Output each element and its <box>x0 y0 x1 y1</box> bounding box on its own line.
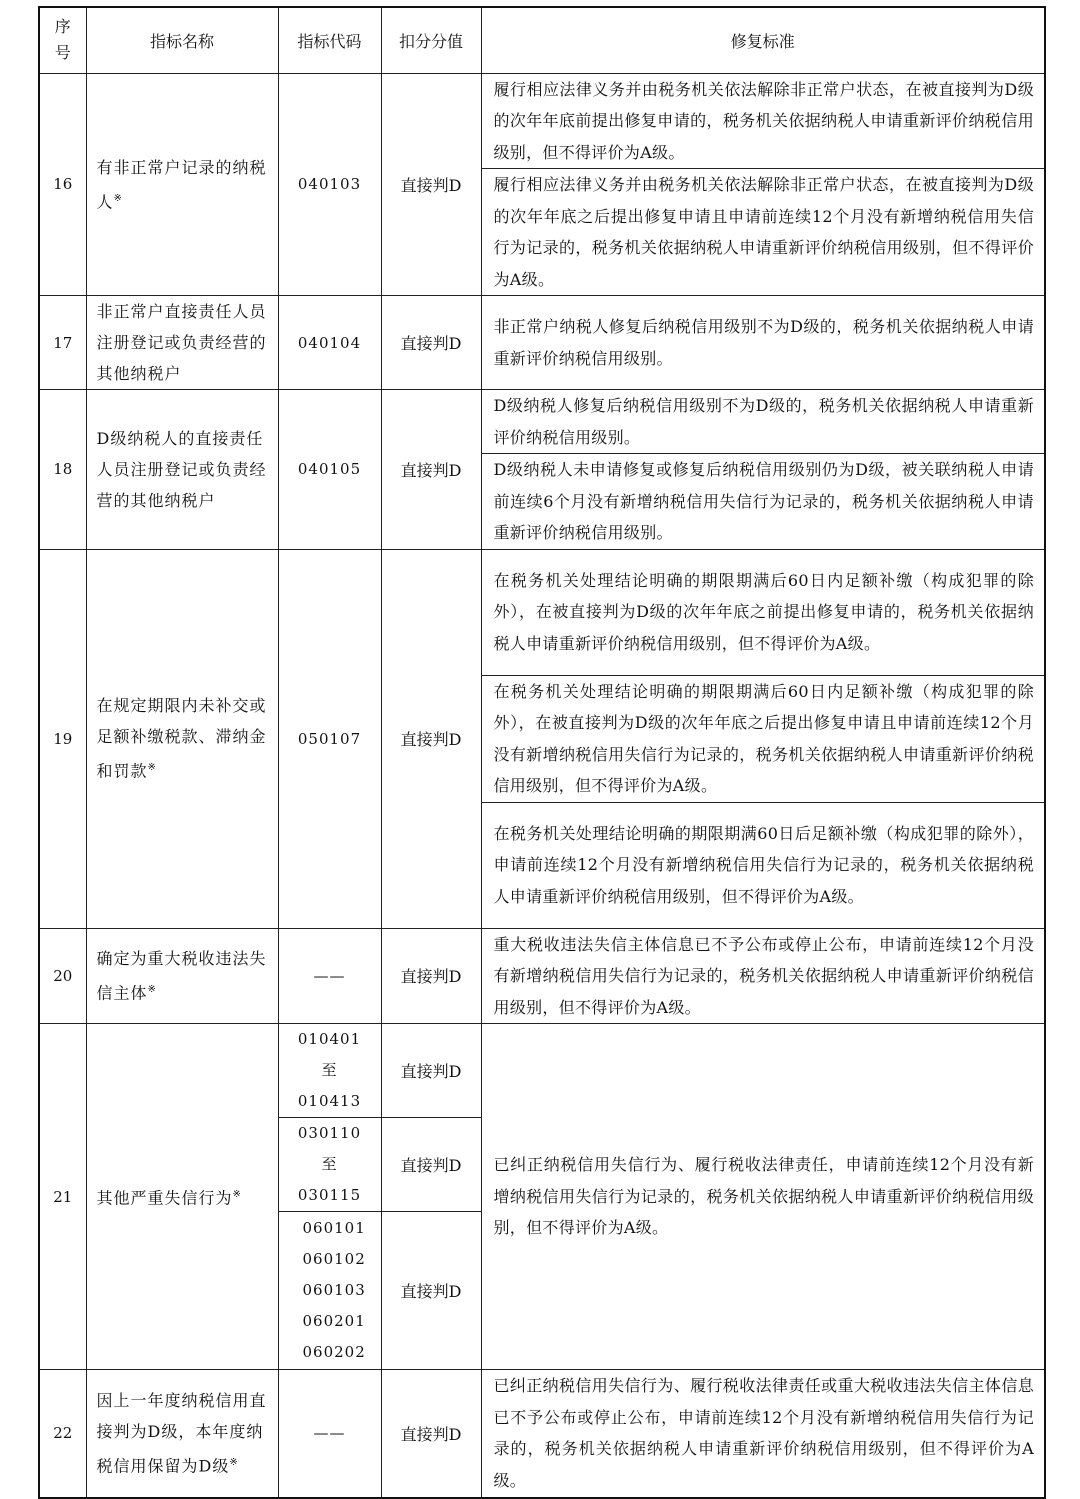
indicator-name: 确定为重大税收违法失信主体※ <box>86 928 278 1024</box>
row-number: 18 <box>39 390 86 550</box>
repair-standard: 在税务机关处理结论明确的期限期满60日后足额补缴（构成犯罪的除外），申请前连续12个月没有新增纳税信用失信行为记录的，税务机关依据纳税人申请重新评价纳税信用级别，但不得评价为A级。 <box>481 802 1045 928</box>
indicator-code: —— <box>278 1370 381 1498</box>
header-seq: 序 号 <box>39 7 86 73</box>
repair-standard: 已纠正纳税信用失信行为、履行税收法律责任或重大税收违法失信主体信息已不予公布或停止公布，申请前连续12个月没有新增纳税信用失信行为记录的，税务机关依据纳税人申请重新评价纳税信用级别，但不得评价为A级。 <box>481 1370 1045 1498</box>
repair-standard: D级纳税人修复后纳税信用级别不为D级的，税务机关依据纳税人申请重新评价纳税信用级别。 <box>481 390 1045 454</box>
repair-standard: 重大税收违法失信主体信息已不予公布或停止公布，申请前连续12个月没有新增纳税信用失信行为记录的，税务机关依据纳税人申请重新评价纳税信用级别，但不得评价为A级。 <box>481 928 1045 1024</box>
indicator-code: 040105 <box>278 390 381 550</box>
indicator-name: 因上一年度纳税信用直接判为D级，本年度纳税信用保留为D级※ <box>86 1370 278 1498</box>
row-number: 20 <box>39 928 86 1024</box>
table-row <box>39 549 1045 675</box>
header-standard: 修复标准 <box>481 7 1045 73</box>
row-number: 21 <box>39 1024 86 1370</box>
deduction-score: 直接判D <box>381 1212 481 1370</box>
row-number: 17 <box>39 296 86 390</box>
repair-standard: 在税务机关处理结论明确的期限期满后60日内足额补缴（构成犯罪的除外），在被直接判为D级的次年年底之前提出修复申请的，税务机关依据纳税人申请重新评价纳税信用级别，但不得评价为A级。 <box>481 549 1045 675</box>
header-name: 指标名称 <box>86 7 278 73</box>
table-header-row <box>39 7 1045 73</box>
indicator-name: 在规定期限内未补交或足额补缴税款、滞纳金和罚款※ <box>86 549 278 928</box>
indicator-code: 050107 <box>278 549 381 928</box>
deduction-score: 直接判D <box>381 1370 481 1498</box>
table-row <box>39 928 1045 1024</box>
indicator-code: 040104 <box>278 296 381 390</box>
indicator-name: 有非正常户记录的纳税人※ <box>86 73 278 296</box>
repair-standard: 在税务机关处理结论明确的期限期满后60日内足额补缴（构成犯罪的除外），在被直接判为D级的次年年底之后提出修复申请且申请前连续12个月没有新增纳税信用失信行为记录的，税务机关依据纳税人申请重新评价纳税信用级别，但不得评价为A级。 <box>481 675 1045 802</box>
repair-standard: 履行相应法律义务并由税务机关依法解除非正常户状态，在被直接判为D级的次年年底之后提出修复申请且申请前连续12个月没有新增纳税信用失信行为记录的，税务机关依据纳税人申请重新评价纳税信用级别，但不得评价为A级。 <box>481 169 1045 296</box>
table-row <box>39 390 1045 454</box>
repair-standard: 已纠正纳税信用失信行为、履行税收法律责任，申请前连续12个月没有新增纳税信用失信行为记录的，税务机关依据纳税人申请重新评价纳税信用级别，但不得评价为A级。 <box>481 1024 1045 1370</box>
deduction-score: 直接判D <box>381 1024 481 1118</box>
deduction-score: 直接判D <box>381 73 481 296</box>
indicator-code: 030110 至 030115 <box>278 1118 381 1212</box>
row-number: 16 <box>39 73 86 296</box>
table-row <box>39 73 1045 169</box>
indicator-code: 010401 至 010413 <box>278 1024 381 1118</box>
repair-standard: 履行相应法律义务并由税务机关依法解除非正常户状态，在被直接判为D级的次年年底前提出修复申请的，税务机关依据纳税人申请重新评价纳税信用级别，但不得评价为A级。 <box>481 73 1045 169</box>
row-number: 19 <box>39 549 86 928</box>
indicator-name: D级纳税人的直接责任人员注册登记或负责经营的其他纳税户 <box>86 390 278 550</box>
deduction-score: 直接判D <box>381 928 481 1024</box>
deduction-score: 直接判D <box>381 296 481 390</box>
indicator-name: 其他严重失信行为※ <box>86 1024 278 1370</box>
repair-standard: 非正常户纳税人修复后纳税信用级别不为D级的，税务机关依据纳税人申请重新评价纳税信用级别。 <box>481 296 1045 390</box>
table-row <box>39 1024 1045 1118</box>
indicator-code: —— <box>278 928 381 1024</box>
deduction-score: 直接判D <box>381 1118 481 1212</box>
header-score: 扣分分值 <box>381 7 481 73</box>
indicator-code: 060101 060102 060103 060201 060202 <box>278 1212 381 1370</box>
table-row <box>39 1370 1045 1498</box>
deduction-score: 直接判D <box>381 390 481 550</box>
deduction-score: 直接判D <box>381 549 481 928</box>
table-row <box>39 296 1045 390</box>
indicator-name: 非正常户直接责任人员注册登记或负责经营的其他纳税户 <box>86 296 278 390</box>
repair-standard: D级纳税人未申请修复或修复后纳税信用级别仍为D级，被关联纳税人申请前连续6个月没有新增纳税信用失信行为记录的，税务机关依据纳税人申请重新评价纳税信用级别。 <box>481 454 1045 550</box>
row-number: 22 <box>39 1370 86 1498</box>
header-code: 指标代码 <box>278 7 381 73</box>
repair-standards-table <box>38 6 1046 1499</box>
indicator-code: 040103 <box>278 73 381 296</box>
